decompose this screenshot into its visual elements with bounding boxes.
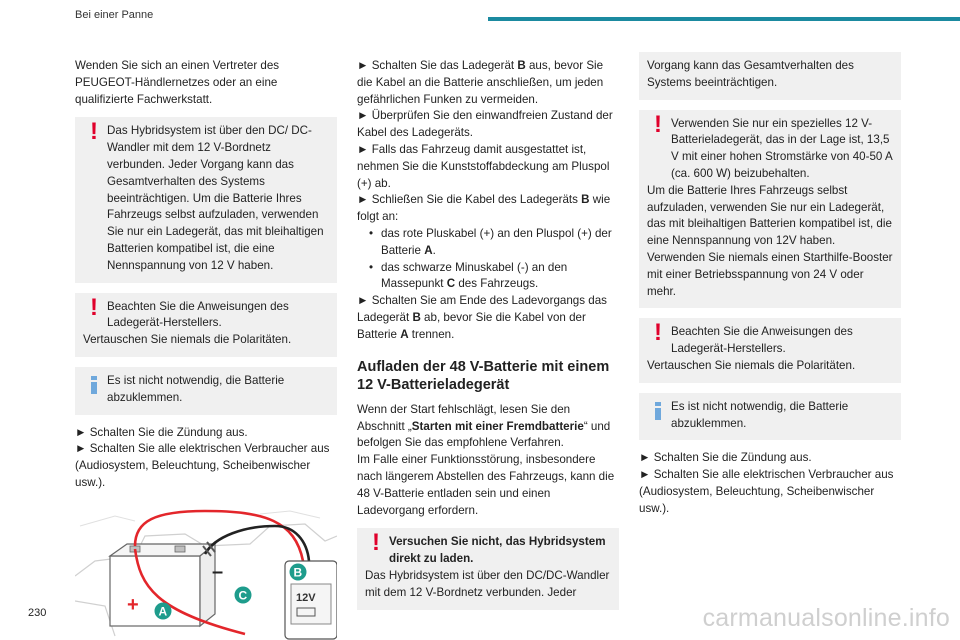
info-callout bbox=[639, 393, 901, 441]
warning-icon: ! bbox=[654, 319, 662, 347]
info-icon bbox=[645, 399, 671, 420]
warning-callout-charger-spec bbox=[639, 110, 901, 309]
warning-text: Beachten Sie die Anweisungen des Ladegerät-Herstellers. bbox=[107, 299, 289, 330]
warning-icon: ! bbox=[90, 293, 98, 321]
warning-callout-polarity bbox=[75, 293, 337, 357]
warning-callout-hybrid bbox=[75, 117, 337, 282]
page-number: 230 bbox=[28, 607, 47, 619]
steps bbox=[639, 450, 901, 517]
continued-text: Vorgang kann das Gesamtverhalten des Systems beeinträchtigen. bbox=[647, 59, 854, 89]
info-text: Es ist nicht notwendig, die Batterie abzuklemmen. bbox=[671, 399, 849, 430]
illustration-svg bbox=[75, 506, 337, 640]
minus-sign: – bbox=[212, 560, 224, 583]
jump-start-reference: Wenn der Start fehlschlägt, lesen Sie den Abschnitt „Starten mit einer Fremdbatterie“ und befolgen Sie das empfohlene Verfahren. bbox=[357, 402, 611, 450]
label-a: A bbox=[158, 604, 168, 619]
warning-callout-direct-charge bbox=[357, 528, 619, 609]
warning-text: Das Hybridsystem ist über den DC/ DC-Wandler mit dem 12 V-Bordnetz verbunden. Jeder Vorgang kann das Gesamtverhalten des Systems beeinträchtigen. Um die Batterie Ihres Fahrzeugs selbst aufzuladen, verwenden Sie nur ein Ladegerät, das mit bleihaltigen Batterien kompatibel ist, die eine Nennspannung von 12 V haben. bbox=[107, 124, 324, 272]
step-ignition: ► Schalten Sie die Zündung aus. bbox=[639, 451, 812, 465]
step-check-cables: ► Überprüfen Sie den einwandfreien Zustand der Kabel des Ladegeräts. bbox=[357, 109, 613, 140]
info-callout bbox=[75, 367, 337, 415]
list-item: • das schwarze Minuskabel (-) an den Massepunkt C des Fahrzeugs. bbox=[373, 260, 619, 294]
charging-steps bbox=[357, 58, 619, 344]
column-3 bbox=[639, 58, 901, 525]
label-c: C bbox=[238, 588, 248, 603]
heading-paragraph bbox=[357, 402, 619, 520]
step-consumers: ► Schalten Sie alle elektrischen Verbraucher aus (Audiosystem, Beleuchtung, Scheibenwischer usw.). bbox=[639, 468, 894, 515]
warning-text-2: Um die Batterie Ihres Fahrzeugs selbst aufzuladen, verwenden Sie nur ein Ladegerät, das mit bleihaltigen Batterien kompatibel ist, die eine Nennspannung von 12V haben. bbox=[647, 183, 892, 248]
warning-text-2: Vertauschen Sie niemals die Polaritäten. bbox=[83, 333, 292, 347]
step-disconnect: ► Schalten Sie am Ende des Ladevorgangs das Ladegerät B ab, bevor Sie die Kabel von der Batterie A trennen. bbox=[357, 294, 607, 341]
charger-voltage-label: 12V bbox=[296, 591, 316, 604]
warning-text: Beachten Sie die Anweisungen des Ladegerät-Herstellers. bbox=[671, 325, 853, 356]
warning-icon: ! bbox=[372, 529, 380, 557]
warning-text: Verwenden Sie nur ein spezielles 12 V-Batterieladegerät, das in der Lage ist, 13,5 V mit einer hohen Stromstärke von 40-50 A (ca. 600 W) beizubehalten. bbox=[671, 116, 893, 180]
section-title: Bei einer Panne bbox=[75, 9, 154, 21]
connection-list bbox=[357, 226, 619, 293]
info-icon bbox=[81, 373, 107, 394]
info-text: Es ist nicht notwendig, die Batterie abzuklemmen. bbox=[107, 373, 285, 404]
column-1 bbox=[75, 58, 337, 640]
step-consumers: ► Schalten Sie alle elektrischen Verbraucher aus (Audiosystem, Beleuchtung, Scheibenwischer usw.). bbox=[75, 442, 330, 489]
step-switch-off-charger: ► Schalten Sie das Ladegerät B aus, bevor Sie die Kabel an die Batterie anschließen, um jeden gefährlichen Funken zu vermeiden. bbox=[357, 59, 604, 106]
label-b: B bbox=[293, 565, 303, 580]
warning-callout-polarity bbox=[639, 318, 901, 382]
intro-paragraph: Wenden Sie sich an einen Vertreter des PEUGEOT-Händlernetzes oder an eine qualifizierte Fachwerkstatt. bbox=[75, 59, 280, 106]
column-2 bbox=[357, 58, 619, 620]
warning-title: Versuchen Sie nicht, das Hybridsystem direkt zu laden. bbox=[389, 535, 606, 566]
malfunction-paragraph: Im Falle einer Funktionsstörung, insbesondere nach längerem Abstellen des Fahrzeugs, kann die 48 V-Batterie entladen sein und einen Ladevorgang erfordern. bbox=[357, 453, 615, 517]
step-connect-cables: ► Schließen Sie die Kabel des Ladegeräts B wie folgt an: bbox=[357, 193, 611, 224]
steps bbox=[75, 425, 337, 492]
header-accent-bar bbox=[488, 17, 960, 21]
continued-callout bbox=[639, 52, 901, 100]
step-ignition: ► Schalten Sie die Zündung aus. bbox=[75, 425, 248, 439]
list-item: • das rote Pluskabel (+) an den Pluspol (+) der Batterie A. bbox=[373, 226, 619, 260]
warning-icon: ! bbox=[90, 118, 98, 146]
warning-text-3: Verwenden Sie niemals einen Starthilfe-Booster mit einer Betriebsspannung von 24 V oder mehr. bbox=[647, 250, 893, 298]
battery-charger-illustration bbox=[75, 506, 337, 640]
plus-sign: + bbox=[127, 593, 139, 616]
section-heading: Aufladen der 48 V-Batterie mit einem 12 V-Batterieladegerät bbox=[357, 358, 610, 393]
warning-text-2: Vertauschen Sie niemals die Polaritäten. bbox=[647, 358, 856, 372]
warning-text: Das Hybridsystem ist über den DC/DC-Wandler mit dem 12 V-Bordnetz verbunden. Jeder bbox=[365, 568, 610, 599]
warning-icon: ! bbox=[654, 110, 662, 138]
step-remove-cover: ► Falls das Fahrzeug damit ausgestattet ist, nehmen Sie die Kunststoffabdeckung am Pluspol (+) ab. bbox=[357, 142, 610, 190]
watermark: carmanualsonline.info bbox=[702, 604, 950, 632]
